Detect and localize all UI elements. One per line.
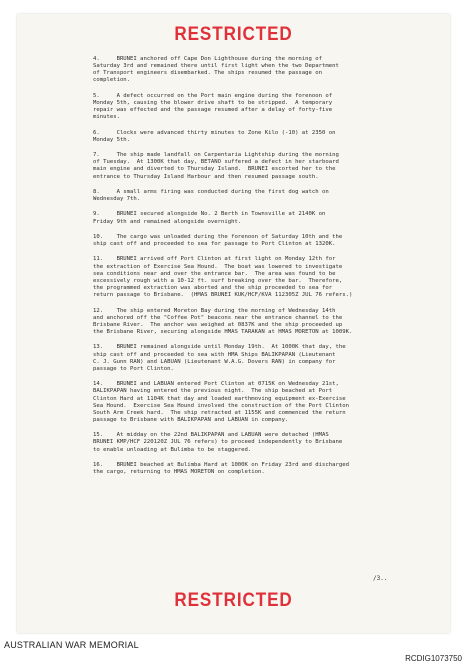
paragraph-7: 7. The ship made landfall on Carpentaria Lightship during the morning of Tuesday. At 1300K that day, BETANO suffered a defect in her starboard main engine and diverted to Thursday Island. BRUNEI escorted her to the entrance to Thursday Island Harbour and then resumed passage south. [93,152,339,180]
paragraph-15: 15. At midday on the 22nd BALIKPAPAN and LABUAN were detached (HMAS BRUNEI KMP/HCF 220120Z JUL 76 refers) to proceed independently to Brisbane to enable unloading at Bulimba to be staggered. [93,432,343,453]
paragraph-8: 8. A small arms firing was conducted during the first dog watch on Wednesday 7th. [93,188,329,203]
paragraph-13: 13. BRUNEI remained alongside until Monday 19th. At 1000K that day, the ship cast off and proceeded to sea with HMA Ships BALIKPAPAN (Lieutenant C. J. Gunn RAN) and LABUAN (Lieutenant W.A.G. Dovers RAN) in company for passage to Port Clinton. [93,344,346,372]
paragraph-4: 4. BRUNEI anchored off Cape Don Lighthouse during the morning of Saturday 3rd and remained there until first light when the two Department of Transport engineers disembarked. The ships resumed the passage on completion. [93,56,339,84]
paragraph-10: 10. The cargo was unloaded during the forenoon of Saturday 10th and the ship cast off and proceeded to sea for passage to Port Clinton at 1320K. [93,233,343,248]
paragraph-9: 9. BRUNEI secured alongside No. 2 Berth in Townsville at 2140K on Friday 9th and remained alongside overnight. [93,211,326,225]
paragraph-5: 5. A defect occurred on the Port main engine during the forenoon of Monday 5th, causing the blower drive shaft to be stripped. A temporary repair was effected and the passage resumed after a delay of forty-five minutes. [93,92,333,121]
paragraph-12: 12. The ship entered Moreton Bay during the morning of Wednesday 14th and anchored off the "Coffee Pot" beacons near the entrance channel to the Brisbane River. The anchor was weighed at 0837K and the ship proceeded up the Brisbane River, securing alongside HMAS TARAKAN at HMAS MORETON at 1009K. [93,307,353,336]
document-page [17,14,450,633]
paragraph-11: 11. BRUNEI arrived off Port Clinton at first light on Monday 12th for the extraction of Exercise Sea Hound. The boat was lowered to investigate sea conditions near and over the entrance bar. The area was found to be excessively rough with a 10-12 ft. surf breaking over the bar. Therefore, the programmed extraction was aborted and the ship proceeded to sea for return passage to Brisbane. (HMAS BRUNEI KUK/HCF/KVA 112305Z JUL 76 refers.) [93,256,353,299]
record-id: RCDIG1073750 [405,654,462,663]
paragraph-16: 16. BRUNEI beached at Bulimba Hard at 1000K on Friday 23rd and discharged the cargo, returning to HMAS MORETON on completion. [93,461,349,476]
archive-credit: AUSTRALIAN WAR MEMORIAL [4,640,139,650]
report-body [93,56,428,484]
restricted-stamp-bottom: RESTRICTED [174,590,293,611]
paragraph-6: 6. Clocks were advanced thirty minutes to Zone Kilo (-10) at 2350 on Monday 5th. [93,129,336,143]
restricted-stamp-top: RESTRICTED [174,24,293,45]
paragraph-14: 14. BRUNEI and LABUAN entered Port Clinton at 0715K on Wednesday 21st, BALIKPAPAN having entered the previous night. The ship beached at Port Clinton Hard at 1104K that day and loaded earthmoving equipment ex-Exercise Sea Hound. Exercise Sea Hound involved the construction of the Port Clinton South Arm Creek hard. The ship retracted at 1155K and commenced the return passage to Brisbane with BALIKPAPAN and LABUAN in company. [93,381,349,423]
continuation-page-ref: /3.. [373,575,388,582]
